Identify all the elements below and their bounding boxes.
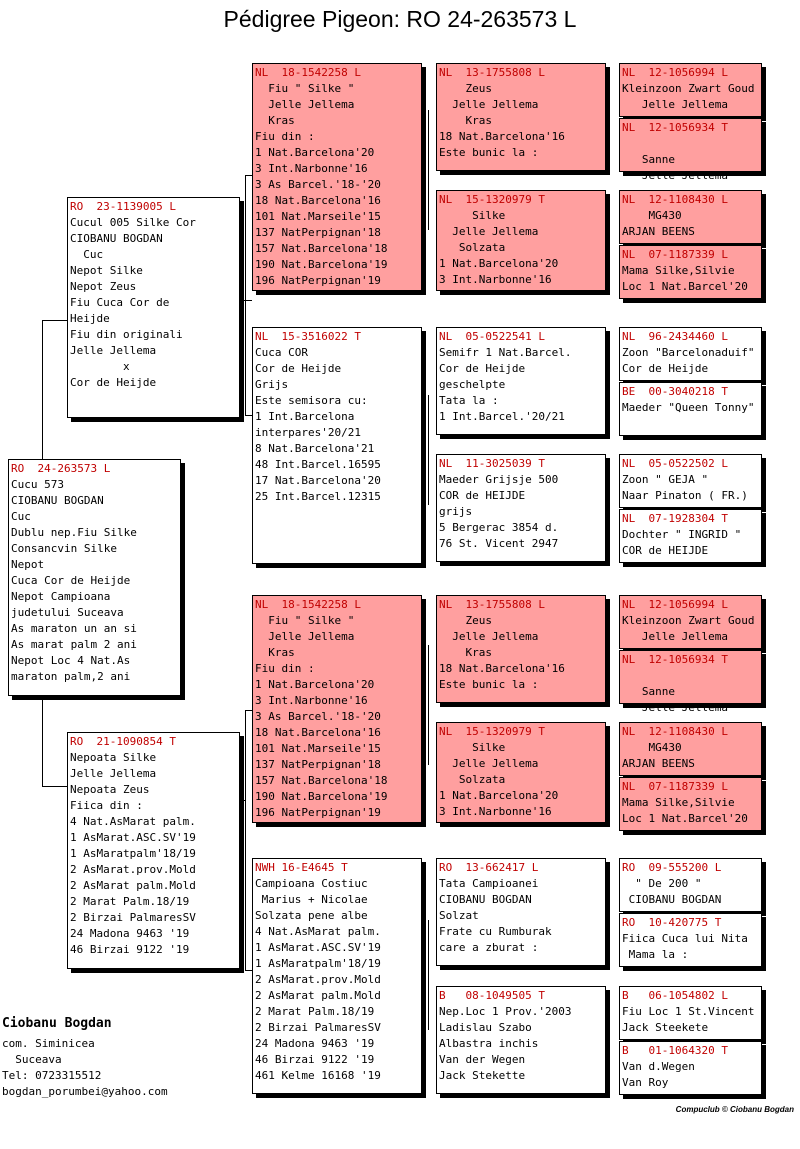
pigeon-note-line: Nepot Silke — [70, 264, 143, 277]
pigeon-note-line: 3 Int.Narbonne'16 — [439, 805, 552, 818]
pigeon-note-line: 5 Bergerac 3854 d. — [439, 521, 559, 534]
pigeon-note-line: 2 Marat Palm.18/19 — [255, 1005, 375, 1018]
connector-line — [428, 395, 429, 505]
pigeon-note-line: Kleinzoon Zwart Goud — [622, 82, 755, 95]
pigeon-note-line: Loc 1 Nat.Barcel'20 — [622, 812, 748, 825]
great-great-grandparent-card — [619, 382, 762, 436]
pigeon-note-line: care a zburat : — [439, 941, 539, 954]
pigeon-note-line: Tata Campioanei — [439, 877, 539, 890]
pigeon-notes — [622, 740, 759, 772]
pigeon-note-line: Fiica din : — [70, 799, 143, 812]
ring-number: NL 18-1542258 L — [255, 66, 361, 79]
great-great-grandparent-card — [619, 913, 762, 967]
pigeon-note-line: CIOBANU BOGDAN — [439, 893, 532, 906]
pigeon-note-line: Jelle Jellema — [622, 169, 728, 182]
pigeon-note-line: grijs — [439, 505, 473, 518]
ring-number: RO 21-1090854 T — [70, 735, 176, 748]
pigeon-note-line: Nep.Loc 1 Prov.'2003 — [439, 1005, 572, 1018]
sire-card — [67, 197, 240, 418]
pigeon-notes — [439, 345, 603, 425]
great-great-grandparent-card — [619, 595, 762, 649]
pigeon-note-line: Dublu nep.Fiu Silke — [11, 526, 137, 539]
pigeon-note-line: Cucul 005 Silke Cor — [70, 216, 196, 229]
pigeon-note-line: 46 Birzai 9122 '19 — [70, 943, 190, 956]
pigeon-note-line: Jack Stekette — [439, 1069, 526, 1082]
great-great-grandparent-card — [619, 650, 762, 714]
pigeon-note-line: Fiu din : — [255, 130, 315, 143]
pigeon-note-line: 190 Nat.Barcelona'19 — [255, 790, 388, 803]
pigeon-note-line: Fiu Cuca Cor de — [70, 296, 170, 309]
pigeon-note-line: Sanne — [622, 153, 675, 166]
pigeon-note-line: Campioana Costiuc — [255, 877, 368, 890]
breeder-phone: Tel: 0723315512 — [2, 1069, 102, 1082]
pigeon-note-line: " De 200 " — [622, 877, 702, 890]
pigeon-note-line: 1 AsMaratpalm'18/19 — [255, 957, 381, 970]
pigeon-note-line: Fiu din originali — [70, 328, 183, 341]
pigeon-note-line: maraton palm,2 ani — [11, 670, 131, 683]
pigeon-note-line: Jelle Jellema — [622, 98, 728, 111]
pigeon-note-line: Maeder "Queen Tonny" — [622, 401, 755, 414]
pigeon-notes — [622, 1004, 759, 1036]
pigeon-note-line: 157 Nat.Barcelona'18 — [255, 774, 388, 787]
great-grandparent-card — [436, 63, 606, 171]
pigeon-note-line: Consancvin Silke — [11, 542, 117, 555]
pigeon-note-line: Mama la : — [622, 948, 689, 961]
pigeon-note-line: 101 Nat.Marseile'15 — [255, 210, 381, 223]
breeder-name: Ciobanu Bogdan — [2, 1016, 112, 1031]
ring-number: B 01-1064320 T — [622, 1044, 728, 1057]
pigeon-note-line: 48 Int.Barcel.16595 — [255, 458, 381, 471]
pigeon-notes — [622, 876, 759, 908]
pigeon-note-line: Zeus — [439, 614, 492, 627]
breeder-email: bogdan_porumbei@yahoo.com — [2, 1085, 168, 1098]
pigeon-note-line: Marius + Nicolae — [255, 893, 368, 906]
pigeon-note-line: 18 Nat.Barcelona'16 — [439, 662, 565, 675]
pigeon-notes — [255, 876, 419, 1084]
pigeon-note-line: Maeder Grijsje 500 — [439, 473, 559, 486]
pigeon-note-line: Zeus — [439, 82, 492, 95]
dam-sire-card — [252, 595, 422, 823]
footer-credit: Compuclub © Ciobanu Bogdan — [675, 1105, 794, 1114]
pigeon-note-line: 196 NatPerpignan'19 — [255, 806, 381, 819]
pigeon-note-line: Jelle Jellema — [439, 630, 539, 643]
pigeon-note-line: Cuca Cor de Heijde — [11, 574, 131, 587]
ring-number: NL 13-1755808 L — [439, 598, 545, 611]
pigeon-note-line: 17 Nat.Barcelona'20 — [255, 474, 381, 487]
pigeon-note-line: 1 AsMarat.ASC.SV'19 — [255, 941, 381, 954]
pigeon-note-line: 8 Nat.Barcelona'21 — [255, 442, 375, 455]
pigeon-note-line — [622, 136, 759, 152]
great-great-grandparent-card — [619, 63, 762, 117]
pigeon-note-line: interpares'20/21 — [255, 426, 361, 439]
ring-number: RO 13-662417 L — [439, 861, 539, 874]
pigeon-note-line: 461 Kelme 16168 '19 — [255, 1069, 381, 1082]
ring-number: NL 11-3025039 T — [439, 457, 545, 470]
pigeon-note-line: Nepot Campioana — [11, 590, 111, 603]
pigeon-note-line: Kras — [439, 114, 492, 127]
ring-number: NL 12-1108430 L — [622, 193, 728, 206]
pigeon-note-line: 137 NatPerpignan'18 — [255, 758, 381, 771]
sire-sire-card — [252, 63, 422, 291]
pigeon-note-line: 2 Birzai PalmaresSV — [70, 911, 196, 924]
ring-number: BE 00-3040218 T — [622, 385, 728, 398]
great-great-grandparent-card — [619, 190, 762, 244]
pigeon-note-line: Jelle Jellema — [70, 767, 157, 780]
pigeon-notes — [439, 208, 603, 288]
great-grandparent-card — [436, 722, 606, 823]
connector-line — [245, 710, 246, 970]
page-title: Pédigree Pigeon: RO 24-263573 L — [223, 6, 577, 32]
pigeon-note-line: Albastra inchis — [439, 1037, 539, 1050]
ring-number: RO 24-263573 L — [11, 462, 111, 475]
pigeon-note-line: Solzata pene albe — [255, 909, 368, 922]
connector-line — [428, 110, 429, 230]
pigeon-notes — [439, 613, 603, 693]
pigeon-note-line: COR de HEIJDE — [439, 489, 526, 502]
ring-number: RO 09-555200 L — [622, 861, 722, 874]
pigeon-note-line: Naar Pinaton ( FR.) — [622, 489, 748, 502]
pigeon-notes — [255, 81, 419, 289]
pigeon-notes — [622, 208, 759, 240]
pigeon-notes — [622, 472, 759, 504]
pigeon-note-line: Grijs — [255, 378, 289, 391]
pigeon-notes — [622, 400, 759, 416]
pigeon-notes — [439, 1004, 603, 1084]
pigeon-note-line — [622, 668, 759, 684]
great-great-grandparent-card — [619, 118, 762, 182]
pigeon-note-line: Jelle Jellema — [70, 344, 157, 357]
pigeon-note-line: 76 St. Vicent 2947 — [439, 537, 559, 550]
pigeon-note-line: Jelle Jellema — [255, 98, 355, 111]
pigeon-note-line: Van Roy — [622, 1076, 669, 1089]
pigeon-note-line: 18 Nat.Barcelona'16 — [255, 726, 381, 739]
dam-card — [67, 732, 240, 969]
pigeon-note-line: 18 Nat.Barcelona'16 — [255, 194, 381, 207]
great-great-grandparent-card — [619, 777, 762, 831]
ring-number: NL 12-1056934 T — [622, 653, 728, 666]
pigeon-notes — [622, 668, 759, 716]
pigeon-note-line: Nepot Loc 4 Nat.As — [11, 654, 131, 667]
pigeon-note-line: Nepoata Zeus — [70, 783, 150, 796]
pigeon-notes — [622, 1059, 759, 1091]
pigeon-note-line: Heijde — [70, 312, 110, 325]
ring-number: RO 23-1139005 L — [70, 200, 176, 213]
ring-number: RO 10-420775 T — [622, 916, 722, 929]
pigeon-note-line: Cuc — [70, 248, 104, 261]
pigeon-note-line: Frate cu Rumburak — [439, 925, 552, 938]
connector-line — [42, 696, 43, 786]
great-great-grandparent-card — [619, 858, 762, 912]
pigeon-note-line: 1 Int.Barcel.'20/21 — [439, 410, 565, 423]
ring-number: NL 05-0522502 L — [622, 457, 728, 470]
ring-number: NL 15-1320979 T — [439, 725, 545, 738]
great-grandparent-card — [436, 454, 606, 562]
pigeon-note-line: Mama Silke,Silvie — [622, 796, 735, 809]
pigeon-notes — [439, 740, 603, 820]
pigeon-note-line: CIOBANU BOGDAN — [11, 494, 104, 507]
pigeon-notes — [622, 263, 759, 295]
pigeon-note-line: Zoon " GEJA " — [622, 473, 709, 486]
pigeon-note-line: Fiu Loc 1 St.Vincent — [622, 1005, 755, 1018]
breeder-address: com. Siminicea — [2, 1037, 95, 1050]
pigeon-note-line: 137 NatPerpignan'18 — [255, 226, 381, 239]
connector-line — [428, 920, 429, 1030]
pigeon-note-line: Este bunic la : — [439, 678, 539, 691]
pigeon-notes — [439, 472, 603, 552]
pigeon-note-line: 25 Int.Barcel.12315 — [255, 490, 381, 503]
pigeon-note-line: Sanne — [622, 685, 675, 698]
pigeon-note-line: 196 NatPerpignan'19 — [255, 274, 381, 287]
pigeon-note-line: MG430 — [622, 741, 682, 754]
pigeon-note-line: As marat palm 2 ani — [11, 638, 137, 651]
connector-line — [240, 300, 252, 301]
pigeon-note-line: Cuc — [11, 510, 31, 523]
pigeon-notes — [255, 345, 419, 505]
pigeon-notes — [622, 527, 759, 559]
pigeon-note-line: 101 Nat.Marseile'15 — [255, 742, 381, 755]
pigeon-notes — [622, 136, 759, 184]
great-great-grandparent-card — [619, 509, 762, 563]
pigeon-note-line: 3 Int.Narbonne'16 — [255, 162, 368, 175]
pigeon-note-line: 1 Nat.Barcelona'20 — [439, 789, 559, 802]
pigeon-note-line: Fiu din : — [255, 662, 315, 675]
pigeon-note-line: Ladislau Szabo — [439, 1021, 532, 1034]
ring-number: NL 12-1056934 T — [622, 121, 728, 134]
pigeon-note-line: judetului Suceava — [11, 606, 124, 619]
pigeon-notes — [622, 345, 759, 377]
pigeon-note-line: Zoon "Barcelonaduif" — [622, 346, 755, 359]
pigeon-note-line: Nepoata Silke — [70, 751, 157, 764]
pigeon-note-line: 1 Nat.Barcelona'20 — [439, 257, 559, 270]
pigeon-note-line: Solzata — [439, 773, 506, 786]
great-great-grandparent-card — [619, 454, 762, 508]
pigeon-note-line: Van d.Wegen — [622, 1060, 695, 1073]
pigeon-note-line: Silke — [439, 741, 506, 754]
great-great-grandparent-card — [619, 1041, 762, 1095]
pigeon-note-line: Kras — [255, 114, 295, 127]
pigeon-notes — [439, 876, 603, 956]
pigeon-note-line: 1 Nat.Barcelona'20 — [255, 146, 375, 159]
sire-dam-card — [252, 327, 422, 564]
ring-number: B 06-1054802 L — [622, 989, 728, 1002]
ring-number: NL 15-1320979 T — [439, 193, 545, 206]
pigeon-note-line: Jelle Jellema — [622, 701, 728, 714]
pigeon-note-line: 24 Madona 9463 '19 — [255, 1037, 375, 1050]
ring-number: NL 15-3516022 T — [255, 330, 361, 343]
pigeon-notes — [70, 750, 237, 958]
connector-line — [42, 320, 68, 321]
pigeon-note-line: 4 Nat.AsMarat palm. — [70, 815, 196, 828]
pigeon-note-line: Semifr 1 Nat.Barcel. — [439, 346, 572, 359]
pigeon-notes — [439, 81, 603, 161]
ring-number: NL 12-1056994 L — [622, 66, 728, 79]
pigeon-note-line: 4 Nat.AsMarat palm. — [255, 925, 381, 938]
pigeon-note-line: Cor de Heijde — [622, 362, 709, 375]
dam-dam-card — [252, 858, 422, 1094]
pigeon-note-line: 46 Birzai 9122 '19 — [255, 1053, 375, 1066]
pigeon-note-line: Nepot Zeus — [70, 280, 137, 293]
pigeon-note-line: Cor de Heijde — [439, 362, 526, 375]
breeder-city: Suceava — [2, 1053, 62, 1066]
pigeon-note-line: Fiu " Silke " — [255, 82, 355, 95]
ring-number: NL 12-1056994 L — [622, 598, 728, 611]
pigeon-note-line: 3 Int.Narbonne'16 — [255, 694, 368, 707]
ring-number: NL 05-0522541 L — [439, 330, 545, 343]
pigeon-note-line: As maraton un an si — [11, 622, 137, 635]
pigeon-note-line: Este semisora cu: — [255, 394, 368, 407]
pigeon-note-line: 157 Nat.Barcelona'18 — [255, 242, 388, 255]
pigeon-notes — [622, 81, 759, 113]
pigeon-note-line: Jelle Jellema — [439, 225, 539, 238]
pigeon-note-line: 24 Madona 9463 '19 — [70, 927, 190, 940]
ring-number: B 08-1049505 T — [439, 989, 545, 1002]
pigeon-note-line: MG430 — [622, 209, 682, 222]
pigeon-note-line: Silke — [439, 209, 506, 222]
subject-pigeon-card — [8, 459, 181, 696]
pigeon-note-line: 190 Nat.Barcelona'19 — [255, 258, 388, 271]
pigeon-note-line: Kras — [255, 646, 295, 659]
pigeon-note-line: ARJAN BEENS — [622, 225, 695, 238]
pigeon-note-line: Solzat — [439, 909, 479, 922]
great-great-grandparent-card — [619, 986, 762, 1040]
great-great-grandparent-card — [619, 722, 762, 776]
pigeon-notes — [622, 795, 759, 827]
great-grandparent-card — [436, 858, 606, 966]
pigeon-note-line: 1 AsMaratpalm'18/19 — [70, 847, 196, 860]
pigeon-note-line: Fiica Cuca lui Nita — [622, 932, 748, 945]
pigeon-note-line: 3 As Barcel.'18-'20 — [255, 178, 381, 191]
ring-number: NL 12-1108430 L — [622, 725, 728, 738]
pigeon-note-line: 2 AsMarat.prov.Mold — [255, 973, 381, 986]
pigeon-note-line: Cor de Heijde — [70, 376, 157, 389]
pigeon-note-line: Kleinzoon Zwart Goud — [622, 614, 755, 627]
great-great-grandparent-card — [619, 327, 762, 381]
pigeon-note-line: COR de HEIJDE — [622, 544, 709, 557]
pigeon-note-line: geschelpte — [439, 378, 506, 391]
pigeon-note-line: 1 Int.Barcelona — [255, 410, 355, 423]
pigeon-note-line: Cuca COR — [255, 346, 308, 359]
pigeon-note-line: Cor de Heijde — [255, 362, 342, 375]
pigeon-notes — [255, 613, 419, 821]
pigeon-note-line: Jelle Jellema — [439, 757, 539, 770]
pigeon-note-line: x — [70, 360, 130, 373]
ring-number: NL 18-1542258 L — [255, 598, 361, 611]
pigeon-note-line: Jelle Jellema — [622, 630, 728, 643]
ring-number: NL 07-1928304 T — [622, 512, 728, 525]
connector-line — [428, 645, 429, 765]
pigeon-note-line: 2 AsMarat palm.Mold — [255, 989, 381, 1002]
pigeon-note-line: Dochter " INGRID " — [622, 528, 742, 541]
great-grandparent-card — [436, 327, 606, 435]
pigeon-note-line: Jack Steekete — [622, 1021, 709, 1034]
pigeon-notes — [622, 931, 759, 963]
ring-number: NL 07-1187339 L — [622, 248, 728, 261]
pigeon-note-line: 2 Marat Palm.18/19 — [70, 895, 190, 908]
pigeon-note-line: Fiu " Silke " — [255, 614, 355, 627]
pigeon-notes — [622, 613, 759, 645]
ring-number: NL 07-1187339 L — [622, 780, 728, 793]
pigeon-note-line: CIOBANU BOGDAN — [70, 232, 163, 245]
pigeon-note-line: Cucu 573 — [11, 478, 64, 491]
pigeon-note-line: Jelle Jellema — [439, 98, 539, 111]
pigeon-note-line: 2 Birzai PalmaresSV — [255, 1021, 381, 1034]
pigeon-note-line: Tata la : — [439, 394, 499, 407]
pigeon-notes — [70, 215, 237, 391]
ring-number: NWH 16-E4645 T — [255, 861, 348, 874]
connector-line — [42, 320, 43, 460]
pigeon-note-line: CIOBANU BOGDAN — [622, 893, 722, 906]
pigeon-note-line: 1 AsMarat.ASC.SV'19 — [70, 831, 196, 844]
pigeon-note-line: Jelle Jellema — [255, 630, 355, 643]
great-grandparent-card — [436, 986, 606, 1094]
pigeon-note-line: Loc 1 Nat.Barcel'20 — [622, 280, 748, 293]
pigeon-note-line: 3 As Barcel.'18-'20 — [255, 710, 381, 723]
pigeon-note-line: Kras — [439, 646, 492, 659]
pigeon-note-line: 18 Nat.Barcelona'16 — [439, 130, 565, 143]
great-great-grandparent-card — [619, 245, 762, 299]
pigeon-note-line: 2 AsMarat palm.Mold — [70, 879, 196, 892]
connector-line — [42, 786, 68, 787]
pigeon-note-line: Mama Silke,Silvie — [622, 264, 735, 277]
ring-number: NL 96-2434460 L — [622, 330, 728, 343]
pigeon-note-line: Solzata — [439, 241, 506, 254]
pigeon-note-line: Nepot — [11, 558, 45, 571]
pigeon-note-line: Van der Wegen — [439, 1053, 526, 1066]
pigeon-note-line: 1 Nat.Barcelona'20 — [255, 678, 375, 691]
pigeon-note-line: 3 Int.Narbonne'16 — [439, 273, 552, 286]
pigeon-notes — [11, 477, 178, 685]
pigeon-note-line: Este bunic la : — [439, 146, 539, 159]
great-grandparent-card — [436, 190, 606, 291]
ring-number: NL 13-1755808 L — [439, 66, 545, 79]
connector-line — [245, 175, 246, 415]
pigeon-note-line: ARJAN BEENS — [622, 757, 695, 770]
great-grandparent-card — [436, 595, 606, 703]
pigeon-note-line: 2 AsMarat.prov.Mold — [70, 863, 196, 876]
